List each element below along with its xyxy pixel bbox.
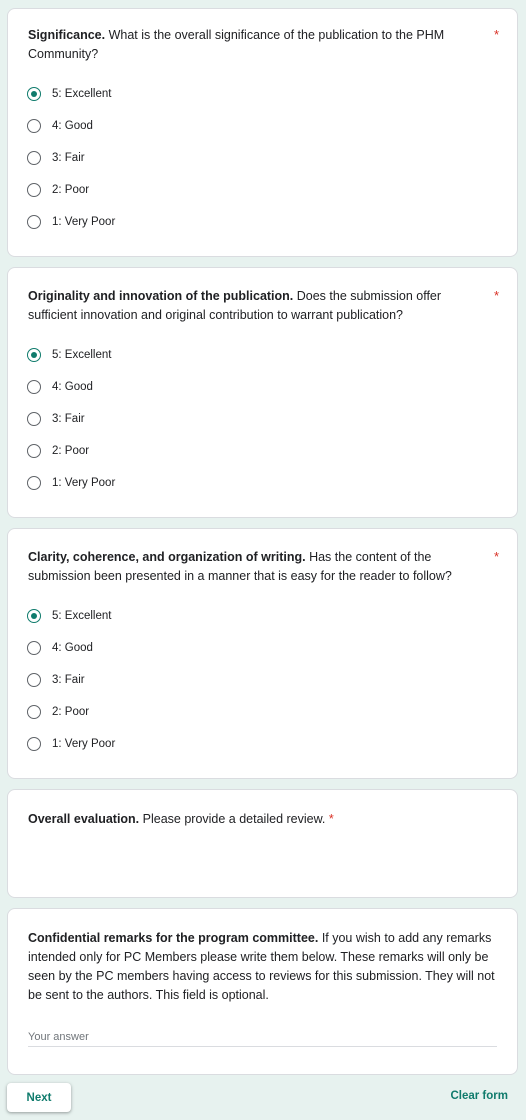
radio-button-checked[interactable] xyxy=(27,87,41,101)
option-label: 3: Fair xyxy=(52,413,85,425)
question-title: Overall evaluation. Please provide a detailed review. * xyxy=(28,812,334,826)
next-button[interactable]: Next xyxy=(7,1083,71,1112)
radio-option-4-good[interactable] xyxy=(27,377,93,397)
required-asterisk: * xyxy=(493,27,499,42)
radio-button-checked[interactable] xyxy=(27,348,41,362)
radio-option-2-poor[interactable] xyxy=(27,180,89,200)
option-label: 3: Fair xyxy=(52,152,85,164)
radio-button[interactable] xyxy=(27,737,41,751)
option-label: 2: Poor xyxy=(52,445,90,457)
radio-button[interactable] xyxy=(27,705,41,719)
question-title: Originality and innovation of the publication. Does the submission offer sufficient innovation and original contribution to warrant publication? xyxy=(28,289,442,322)
radio-button[interactable] xyxy=(27,380,41,394)
radio-option-3-fair[interactable] xyxy=(27,670,85,690)
option-label: 1: Very Poor xyxy=(52,738,116,750)
radio-button[interactable] xyxy=(27,119,41,133)
radio-option-4-good[interactable] xyxy=(27,638,93,658)
option-label: 4: Good xyxy=(52,642,93,654)
clear-form-button[interactable]: Clear form xyxy=(444,1089,514,1103)
radio-option-5-excellent[interactable] xyxy=(27,606,111,626)
radio-button[interactable] xyxy=(27,183,41,197)
required-asterisk: * xyxy=(493,288,499,303)
radio-button[interactable] xyxy=(27,412,41,426)
option-label: 1: Very Poor xyxy=(52,216,116,228)
option-label: 5: Excellent xyxy=(52,610,112,622)
option-label: 4: Good xyxy=(52,120,93,132)
radio-option-3-fair[interactable] xyxy=(27,409,85,429)
option-label: 2: Poor xyxy=(52,706,90,718)
question-card-overall-evaluation[interactable] xyxy=(7,789,518,898)
radio-option-1-very-poor[interactable] xyxy=(27,212,115,232)
radio-button[interactable] xyxy=(27,641,41,655)
radio-option-5-excellent[interactable] xyxy=(27,84,111,104)
radio-option-2-poor[interactable] xyxy=(27,441,89,461)
radio-button-checked[interactable] xyxy=(27,609,41,623)
option-label: 4: Good xyxy=(52,381,93,393)
radio-option-1-very-poor[interactable] xyxy=(27,473,115,493)
radio-button[interactable] xyxy=(27,476,41,490)
question-title: Confidential remarks for the program committee. If you wish to add any remarks intended only for PC Members please write them below. These remarks will only be seen by the PC members having access to reviews for this submission. They will not be sent to the authors. This field is optional. xyxy=(28,931,495,1002)
radio-option-3-fair[interactable] xyxy=(27,148,85,168)
question-card-confidential-remarks xyxy=(7,908,518,1075)
radio-option-5-excellent[interactable] xyxy=(27,345,111,365)
option-label: 2: Poor xyxy=(52,184,90,196)
option-label: 5: Excellent xyxy=(52,349,112,361)
confidential-remarks-input[interactable] xyxy=(28,1031,497,1047)
required-asterisk: * xyxy=(493,549,499,564)
radio-button[interactable] xyxy=(27,444,41,458)
question-card-clarity xyxy=(7,528,518,779)
radio-button[interactable] xyxy=(27,673,41,687)
radio-option-4-good[interactable] xyxy=(27,116,93,136)
radio-option-1-very-poor[interactable] xyxy=(27,734,115,754)
question-card-significance xyxy=(7,8,518,257)
question-title: Clarity, coherence, and organization of writing. Has the content of the submission been presented in a manner that is easy for the reader to follow? xyxy=(28,550,452,583)
required-asterisk: * xyxy=(328,812,334,826)
radio-button[interactable] xyxy=(27,151,41,165)
question-card-originality xyxy=(7,267,518,518)
radio-button[interactable] xyxy=(27,215,41,229)
option-label: 3: Fair xyxy=(52,674,85,686)
radio-option-2-poor[interactable] xyxy=(27,702,89,722)
option-label: 5: Excellent xyxy=(52,88,112,100)
question-title: Significance. What is the overall significance of the publication to the PHM Community? xyxy=(28,28,445,61)
option-label: 1: Very Poor xyxy=(52,477,116,489)
